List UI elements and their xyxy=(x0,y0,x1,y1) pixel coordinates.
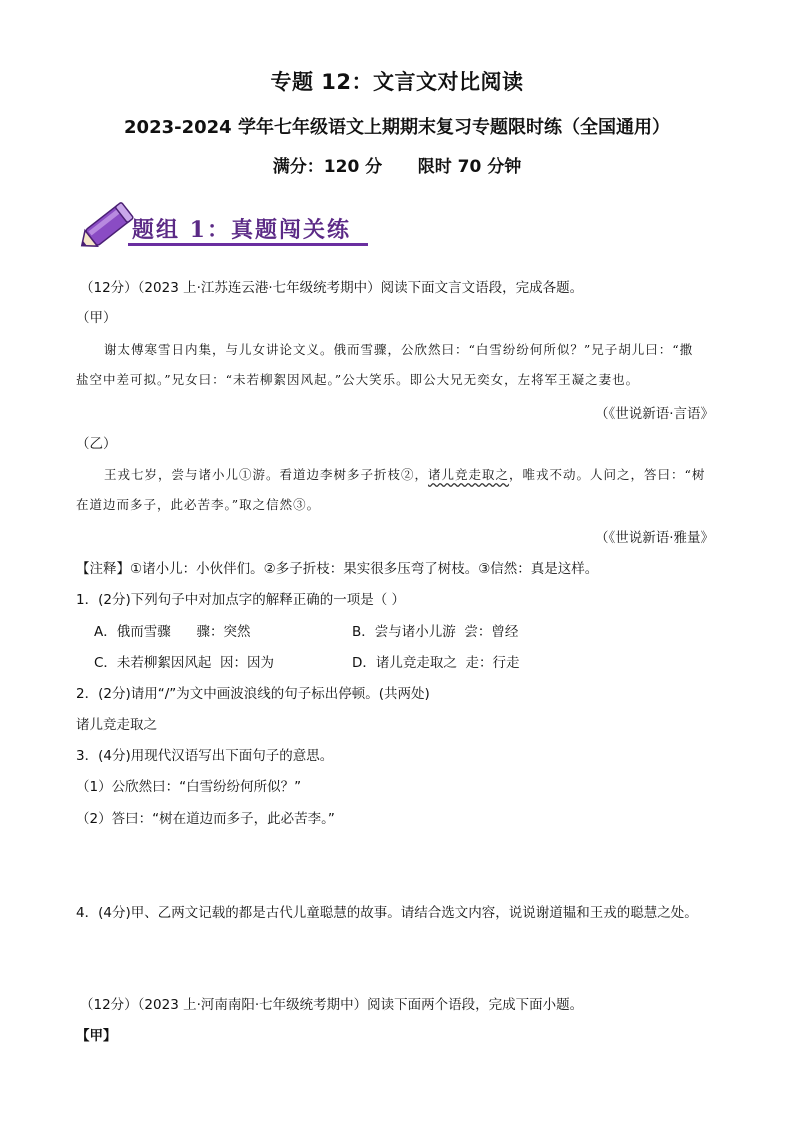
q1-note: 【注释】①诸小儿：小伙伴们。②多子折枝：果实很多压弯了树枝。③信然：真是这样。 xyxy=(76,561,599,577)
q1-yi-line1 xyxy=(104,465,705,483)
q2-jia-label: 【甲】 xyxy=(76,1028,117,1044)
q1-jia-line2: 盐空中差可拟。”兄女曰：“未若柳絮因风起。”公大笑乐。即公大兄无奕女，左将军王凝之妻也。 xyxy=(76,372,640,387)
q1-intro: （12分）（2023 上·江苏连云港·七年级统考期中）阅读下面文言文语段，完成各题。 xyxy=(80,280,584,296)
score-line: 满分：120 分 限时 70 分钟 xyxy=(272,157,522,177)
q1-sq3: 3．(4分)用现代汉语写出下面句子的意思。 xyxy=(76,748,334,764)
q1-opt-a: A．俄而雪骤 骤：突然 xyxy=(94,624,251,640)
q1-jia-label: （甲） xyxy=(76,310,117,326)
q1-yi-line2: 在道边而多子，此必苦李。”取之信然③。 xyxy=(76,497,321,512)
q1-yi-line1-c: ，唯戎不动。人问之，答曰：“树 xyxy=(509,467,706,482)
section-underline xyxy=(128,243,368,246)
section-banner xyxy=(76,197,376,259)
q1-opt-c: C．未若柳絮因风起 因：因为 xyxy=(94,655,275,671)
section-title: 题组 1：真题闯关练 xyxy=(132,217,351,243)
pencil-icon xyxy=(76,197,136,259)
q1-yi-source: （《世说新语·雅量》 xyxy=(594,530,714,546)
q1-sq2-sentence: 诸儿竞走取之 xyxy=(76,717,157,733)
q1-sq4: 4．(4分)甲、乙两文记载的都是古代儿童聪慧的故事。请结合选文内容，说说谢道韫和王戎的聪慧之处。 xyxy=(76,905,698,921)
q1-sq1: 1．(2分)下列句子中对加点字的解释正确的一项是（ ） xyxy=(76,592,406,608)
page-subtitle: 2023-2024 学年七年级语文上期期末复习专题限时练（全国通用） xyxy=(124,117,670,138)
page-title: 专题 12：文言文对比阅读 xyxy=(270,70,524,94)
q1-opt-d: D．诸儿竞走取之 走：行走 xyxy=(352,655,520,671)
q1-sq3-2: （2）答曰：“树在道边而多子，此必苦李。” xyxy=(76,811,335,827)
q1-opt-b: B．尝与诸小儿游 尝：曾经 xyxy=(352,624,519,640)
q1-sq3-1: （1）公欣然曰：“白雪纷纷何所似？” xyxy=(76,779,302,795)
q1-yi-label: （乙） xyxy=(76,436,117,452)
q1-jia-line1: 谢太傅寒雪日内集，与儿女讲论文义。俄而雪骤，公欣然曰：“白雪纷纷何所似？”兄子胡儿曰：“撒 xyxy=(104,342,694,357)
wavy-underlined-sentence: 诸儿竞走取之 xyxy=(428,467,510,482)
q1-jia-source: （《世说新语·言语》 xyxy=(594,406,714,422)
q2-intro: （12分）（2023 上·河南南阳·七年级统考期中）阅读下面两个语段，完成下面小题。 xyxy=(80,997,584,1013)
q1-yi-line1-a: 王戎七岁，尝与诸小儿①游。看道边李树多子折枝②， xyxy=(104,467,429,482)
q1-sq2: 2．(2分)请用“/”为文中画波浪线的句子标出停顿。(共两处) xyxy=(76,686,430,702)
